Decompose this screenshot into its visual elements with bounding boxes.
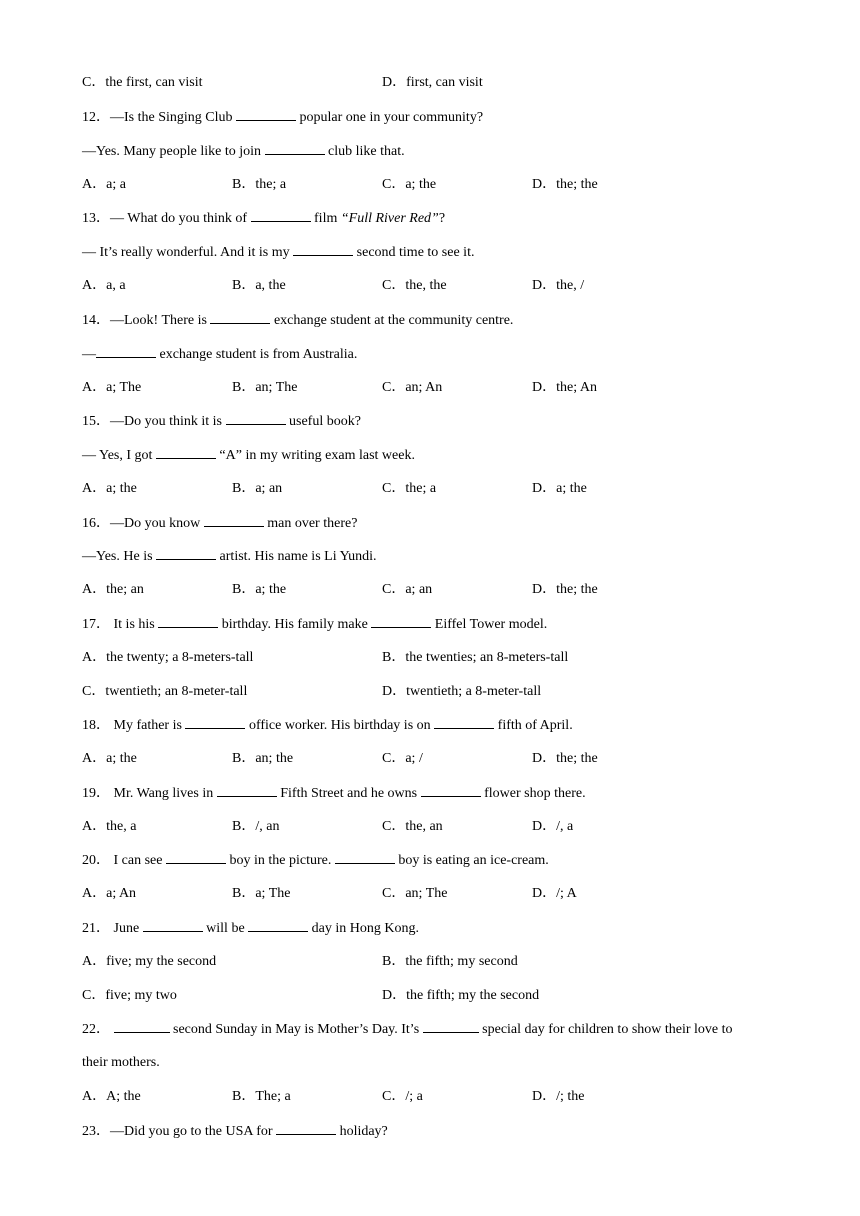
answer-blank bbox=[166, 852, 226, 864]
q21-stem: 21． June will be day in Hong Kong. bbox=[82, 921, 419, 936]
answer-blank bbox=[226, 413, 286, 425]
q17-option-a: A．the twenty; a 8-meters-tall bbox=[82, 650, 254, 665]
q14-response: — exchange student is from Australia. bbox=[82, 347, 358, 362]
q22-option-d: D．/; the bbox=[532, 1089, 585, 1104]
q12-stem: 12．—Is the Singing Club popular one in your community? bbox=[82, 110, 484, 125]
q19-option-b: B．/, an bbox=[232, 819, 280, 834]
q20-option-b: B．a; The bbox=[232, 886, 291, 901]
q16-stem: 16．—Do you know man over there? bbox=[82, 516, 358, 531]
q21-option-c: C．five; my two bbox=[82, 988, 177, 1003]
answer-blank bbox=[434, 717, 494, 729]
answer-blank bbox=[293, 244, 353, 256]
q15-option-a: A．a; the bbox=[82, 481, 137, 496]
q21-option-b: B．the fifth; my second bbox=[382, 954, 518, 969]
q16-option-c: C．a; an bbox=[382, 582, 433, 597]
q20-option-c: C．an; The bbox=[382, 886, 448, 901]
answer-blank bbox=[265, 143, 325, 155]
q15-stem: 15．—Do you think it is useful book? bbox=[82, 414, 361, 429]
q16-option-a: A．the; an bbox=[82, 582, 144, 597]
q12-option-a: A．a; a bbox=[82, 177, 126, 192]
answer-blank bbox=[185, 717, 245, 729]
q23-stem: 23．—Did you go to the USA for holiday? bbox=[82, 1124, 388, 1139]
q18-option-a: A．a; the bbox=[82, 751, 137, 766]
q14-stem: 14．—Look! There is exchange student at the community centre. bbox=[82, 313, 514, 328]
q14-option-c: C．an; An bbox=[382, 380, 443, 395]
answer-blank bbox=[251, 210, 311, 222]
q15-option-c: C．the; a bbox=[382, 481, 437, 496]
q13-option-b: B．a, the bbox=[232, 278, 286, 293]
answer-blank bbox=[423, 1021, 479, 1033]
q22-stem: 22． second Sunday in May is Mother’s Day. It’s special day for children to show their love to bbox=[82, 1022, 733, 1037]
answer-blank bbox=[204, 515, 264, 527]
q13-option-a: A．a, a bbox=[82, 278, 126, 293]
q12-option-d: D．the; the bbox=[532, 177, 598, 192]
q15-option-d: D．a; the bbox=[532, 481, 587, 496]
answer-blank bbox=[158, 616, 218, 628]
answer-blank bbox=[156, 548, 216, 560]
q22-stem-continued: their mothers. bbox=[82, 1055, 160, 1070]
q20-stem: 20． I can see boy in the picture. boy is eating an ice-cream. bbox=[82, 853, 549, 868]
q14-option-a: A．a; The bbox=[82, 380, 142, 395]
film-title: “Full River Red” bbox=[340, 211, 439, 226]
q18-option-b: B．an; the bbox=[232, 751, 294, 766]
q11-option-d: D．first, can visit bbox=[382, 75, 483, 90]
answer-blank bbox=[248, 920, 308, 932]
answer-blank bbox=[236, 109, 296, 121]
answer-blank bbox=[335, 852, 395, 864]
q12-response: —Yes. Many people like to join club like that. bbox=[82, 144, 405, 159]
q12-option-c: C．a; the bbox=[382, 177, 437, 192]
answer-blank bbox=[96, 346, 156, 358]
answer-blank bbox=[143, 920, 203, 932]
q15-response: — Yes, I got “A” in my writing exam last week. bbox=[82, 448, 415, 463]
q16-option-b: B．a; the bbox=[232, 582, 287, 597]
q19-option-a: A．the, a bbox=[82, 819, 137, 834]
answer-blank bbox=[156, 447, 216, 459]
q19-option-d: D．/, a bbox=[532, 819, 574, 834]
q17-option-d: D．twentieth; a 8-meter-tall bbox=[382, 684, 542, 699]
answer-blank bbox=[421, 785, 481, 797]
q20-option-d: D．/; A bbox=[532, 886, 577, 901]
q14-option-b: B．an; The bbox=[232, 380, 298, 395]
q13-stem: 13．— What do you think of film “Full River Red”? bbox=[82, 211, 446, 226]
q21-option-d: D．the fifth; my the second bbox=[382, 988, 540, 1003]
q19-option-c: C．the, an bbox=[382, 819, 443, 834]
answer-blank bbox=[276, 1123, 336, 1135]
q16-response: —Yes. He is artist. His name is Li Yundi. bbox=[82, 549, 377, 564]
q18-stem: 18． My father is office worker. His birthday is on fifth of April. bbox=[82, 718, 573, 733]
q17-stem: 17． It is his birthday. His family make Eiffel Tower model. bbox=[82, 617, 548, 632]
q17-option-b: B．the twenties; an 8-meters-tall bbox=[382, 650, 569, 665]
q13-option-d: D．the, / bbox=[532, 278, 585, 293]
q22-option-b: B．The; a bbox=[232, 1089, 291, 1104]
answer-blank bbox=[114, 1021, 170, 1033]
q18-option-c: C．a; / bbox=[382, 751, 423, 766]
q21-option-a: A．five; my the second bbox=[82, 954, 217, 969]
q13-response: — It’s really wonderful. And it is my second time to see it. bbox=[82, 245, 475, 260]
answer-blank bbox=[371, 616, 431, 628]
q22-option-c: C．/; a bbox=[382, 1089, 423, 1104]
q15-option-b: B．a; an bbox=[232, 481, 283, 496]
q19-stem: 19． Mr. Wang lives in Fifth Street and he owns flower shop there. bbox=[82, 786, 586, 801]
q13-option-c: C．the, the bbox=[382, 278, 447, 293]
q16-option-d: D．the; the bbox=[532, 582, 598, 597]
answer-blank bbox=[217, 785, 277, 797]
q17-option-c: C．twentieth; an 8-meter-tall bbox=[82, 684, 248, 699]
q12-option-b: B．the; a bbox=[232, 177, 287, 192]
answer-blank bbox=[210, 312, 270, 324]
q11-option-c: C．the first, can visit bbox=[82, 75, 203, 90]
q22-option-a: A．A; the bbox=[82, 1089, 141, 1104]
q20-option-a: A．a; An bbox=[82, 886, 137, 901]
q18-option-d: D．the; the bbox=[532, 751, 598, 766]
q14-option-d: D．the; An bbox=[532, 380, 597, 395]
